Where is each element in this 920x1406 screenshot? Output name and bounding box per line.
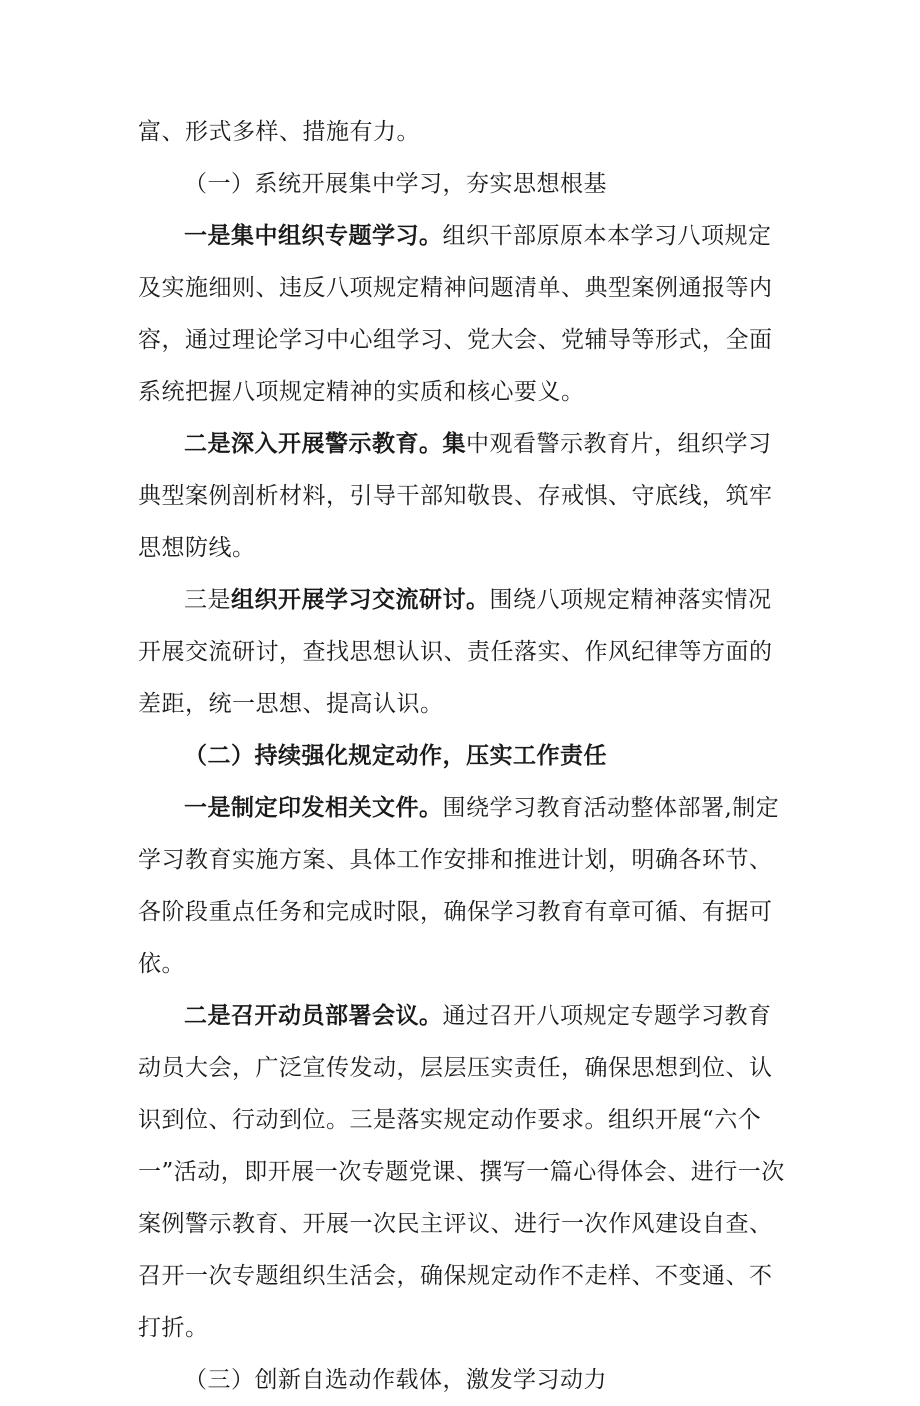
paragraph-3 bbox=[138, 574, 788, 730]
paragraph-text: 富、形式多样、措施有力。 bbox=[138, 119, 420, 145]
paragraph-lead: 一是制定印发相关文件。 bbox=[184, 794, 443, 821]
paragraph-continuation bbox=[138, 106, 788, 158]
paragraph-lead: 二是召开动员部署会议。 bbox=[184, 1002, 443, 1029]
paragraph-2 bbox=[138, 418, 788, 574]
section-heading-text: （二）持续强化规定动作，压实工作责任 bbox=[184, 742, 607, 769]
paragraph-4 bbox=[138, 782, 788, 990]
section-heading-text: （三）创新自选动作载体，激发学习动力 bbox=[184, 1367, 607, 1393]
paragraph-text: 组织干部原原本本学习八项规定及实施细则、违反八项规定精神问题清单、典型案例通报等内容，通过理论学习中心组学习、党大会、党辅导等形式，全面系统把握八项规定精神的实质和核心要义。 bbox=[138, 223, 773, 405]
section-heading-3 bbox=[138, 1354, 788, 1406]
paragraph-text: 围绕学习教育活动整体部署,制定学习教育实施方案、具体工作安排和推进计划，明确各环节、各阶段重点任务和完成时限，确保学习教育有章可循、有据可依。 bbox=[138, 795, 780, 977]
document-body bbox=[138, 106, 788, 1406]
paragraph-text: 中观看警示教育片，组织学习典型案例剖析材料，引导干部知敬畏、存戒惧、守底线，筑牢思想防线。 bbox=[138, 431, 773, 561]
paragraph-lead: 组织开展学习交流研讨。 bbox=[231, 586, 490, 613]
paragraph-lead: 一是集中组织专题学习。 bbox=[184, 222, 443, 249]
section-heading-1 bbox=[138, 158, 788, 210]
paragraph-1 bbox=[138, 210, 788, 418]
section-heading-2 bbox=[138, 730, 788, 782]
paragraph-prefix: 三是 bbox=[184, 587, 231, 613]
section-heading-text: （一）系统开展集中学习，夯实思想根基 bbox=[184, 171, 607, 197]
paragraph-5 bbox=[138, 990, 788, 1354]
paragraph-text: 围绕八项规定精神落实情况开展交流研讨，查找思想认识、责任落实、作风纪律等方面的差距，统一思想、提高认识。 bbox=[138, 587, 773, 717]
paragraph-lead: 二是深入开展警示教育。集 bbox=[184, 430, 466, 457]
paragraph-text: 通过召开八项规定专题学习教育动员大会，广泛宣传发动，层层压实责任，确保思想到位、认识到位、行动到位。三是落实规定动作要求。组织开展“六个一”活动，即开展一次专题党课、撰写一篇心得体会、进行一次案例警示教育、开展一次民主评议、进行一次作风建设自查、召开一次专题组织生活会，确保规定动作不走样、不变通、不打折。 bbox=[138, 1003, 785, 1341]
